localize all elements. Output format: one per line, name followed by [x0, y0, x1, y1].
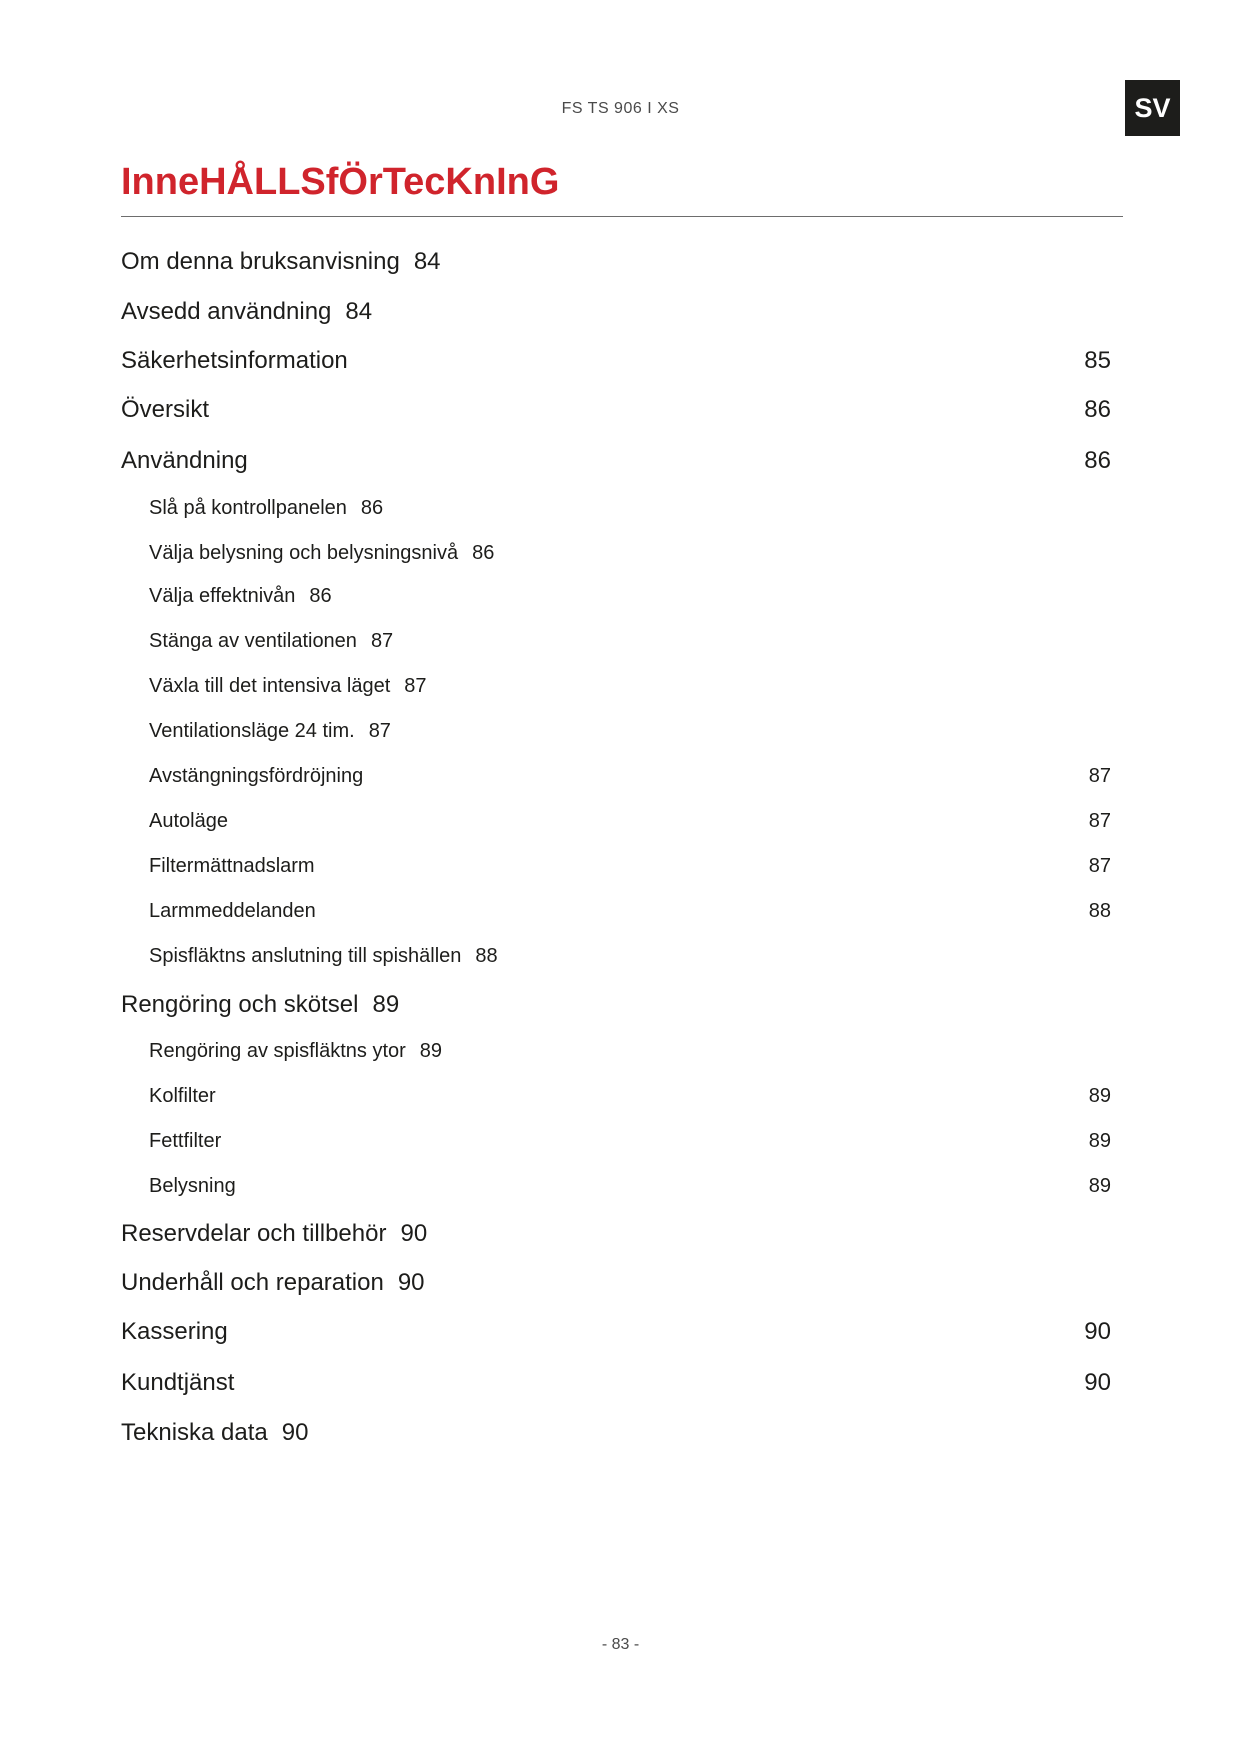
toc-entry-page: 85 [1084, 347, 1111, 374]
toc-entry-page: 89 [1088, 1084, 1111, 1107]
toc-entry[interactable] [121, 393, 1111, 427]
toc-entry-label: Fettfilter [149, 1129, 222, 1152]
toc-entry-page: 84 [413, 248, 441, 275]
toc-entry-label: Rengöring och skötsel [121, 991, 359, 1018]
toc-entry-page: 87 [1088, 764, 1111, 787]
toc-entry-page: 86 [1084, 396, 1111, 423]
toc-entry-label: Slå på kontrollpanelen [149, 496, 347, 519]
toc-entry-label: Spisfläktns anslutning till spishällen [149, 944, 462, 967]
toc-entry-page: 87 [370, 629, 394, 652]
toc-entry-page: 89 [419, 1039, 443, 1062]
toc-entry-page: 88 [475, 944, 498, 967]
toc-entry[interactable] [149, 804, 1111, 838]
toc-entry-label: Välja belysning och belysningsnivå [149, 541, 459, 564]
toc-entry[interactable] [121, 1416, 1111, 1450]
toc-entry-label: Kolfilter [149, 1084, 216, 1107]
toc-entry[interactable] [149, 939, 1111, 973]
toc-entry[interactable] [121, 1366, 1111, 1400]
toc-entry[interactable] [149, 536, 1111, 570]
toc-entry-label: Användning [121, 447, 248, 474]
toc-entry-label: Underhåll och reparation [121, 1269, 384, 1296]
toc-entry-page: 87 [368, 719, 391, 742]
toc-entry[interactable] [121, 988, 1111, 1022]
toc-entry-page: 87 [1088, 809, 1111, 832]
toc-entry-label: Ventilationsläge 24 tim. [149, 719, 355, 742]
page-number: - 83 - [601, 1636, 640, 1653]
toc-entry-page: 86 [309, 584, 332, 607]
toc-entry[interactable] [121, 295, 1111, 329]
toc-entry[interactable] [121, 1266, 1111, 1300]
toc-entry-label: Larmmeddelanden [149, 899, 316, 922]
toc-entry-page: 87 [404, 674, 427, 697]
toc-entry-label: Om denna bruksanvisning [121, 248, 400, 275]
toc-entry[interactable] [149, 894, 1111, 928]
toc-entry-label: Avstängningsfördröjning [149, 764, 364, 787]
header-model: FS TS 906 I XS [561, 100, 680, 117]
toc-entry-label: Stänga av ventilationen [149, 629, 357, 652]
toc-entry-label: Kundtjänst [121, 1369, 235, 1396]
toc-entry-label: Belysning [149, 1174, 236, 1197]
page-title: InneHÅLLSfÖrTecKnInG [121, 161, 560, 203]
toc-entry[interactable] [149, 1034, 1111, 1068]
toc-entry[interactable] [149, 714, 1111, 748]
toc-entry-label: Rengöring av spisfläktns ytor [149, 1039, 406, 1062]
toc-entry-page: 90 [281, 1419, 309, 1446]
toc-entry-label: Filtermättnadslarm [149, 854, 315, 877]
toc-entry-page: 86 [360, 496, 384, 519]
toc-entry[interactable] [149, 1079, 1111, 1113]
toc-entry-page: 90 [1084, 1318, 1111, 1345]
toc-entry[interactable] [121, 245, 1111, 279]
toc-entry[interactable] [121, 1217, 1111, 1251]
toc-entry-page: 89 [1088, 1174, 1111, 1197]
toc-entry-label: Välja effektnivån [149, 584, 296, 607]
toc-entry-page: 88 [1088, 899, 1111, 922]
toc-entry-page: 89 [372, 991, 400, 1018]
toc-entry[interactable] [121, 444, 1111, 478]
toc-entry[interactable] [121, 1315, 1111, 1349]
toc-entry-label: Översikt [121, 396, 210, 423]
toc-entry-page: 87 [1088, 854, 1111, 877]
toc-entry[interactable] [149, 849, 1111, 883]
toc-entry[interactable] [149, 1124, 1111, 1158]
toc-entry[interactable] [121, 344, 1111, 378]
toc-entry-label: Autoläge [149, 809, 228, 832]
toc-entry-label: Reservdelar och tillbehör [121, 1220, 387, 1247]
toc-entry-page: 90 [1084, 1369, 1111, 1396]
toc-entry-page: 86 [1084, 447, 1111, 474]
toc-entry-page: 86 [472, 541, 495, 564]
toc-entry-page: 90 [400, 1220, 428, 1247]
toc-entry[interactable] [149, 759, 1111, 793]
toc-entry[interactable] [149, 669, 1111, 703]
toc-entry[interactable] [149, 491, 1111, 525]
toc-entry-label: Avsedd användning [121, 298, 332, 325]
toc-entry-page: 84 [345, 298, 373, 325]
toc-entry-page: 90 [397, 1269, 425, 1296]
toc-entry-label: Tekniska data [121, 1419, 268, 1446]
toc-entry-label: Säkerhetsinformation [121, 347, 348, 374]
toc-entry[interactable] [149, 1169, 1111, 1203]
language-badge: SV [1125, 80, 1180, 136]
toc-entry-label: Växla till det intensiva läget [149, 674, 391, 697]
toc-entry[interactable] [149, 624, 1111, 658]
toc-entry[interactable] [149, 579, 1111, 613]
toc-entry-page: 89 [1088, 1129, 1111, 1152]
toc-entry-label: Kassering [121, 1318, 228, 1345]
